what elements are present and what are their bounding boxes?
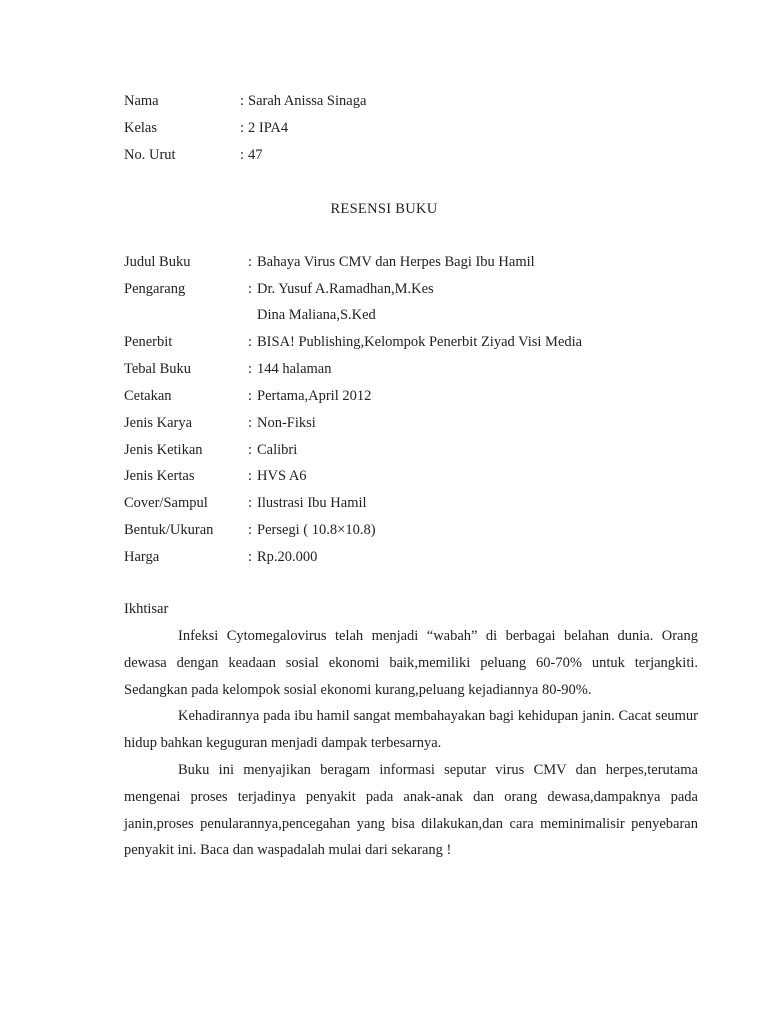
field-label: Judul Buku [124,254,191,270]
summary-paragraph: Kehadirannya pada ibu hamil sangat membahayakan bagi kehidupan janin. Cacat seumur hidup bahkan keguguran menjadi dampak terbesarnya. [124,708,698,751]
field-separator: : [248,468,253,484]
field-label: Tebal Buku [124,361,192,377]
field-separator: : [248,388,253,404]
field-separator: : [248,254,253,270]
typeface-value: Calibri [257,442,298,458]
co-author-value: Dina Maliana,S.Ked [257,307,376,323]
field-label: Jenis Ketikan [124,442,203,458]
publisher-value: BISA! Publishing,Kelompok Penerbit Ziyad Visi Media [257,334,583,350]
field-label: Pengarang [124,281,186,297]
field-separator: : [248,549,253,565]
student-number-value: 47 [248,147,263,163]
work-type-value: Non-Fiksi [257,415,316,431]
paper-type-value: HVS A6 [257,468,307,484]
field-separator: : [248,361,253,377]
field-separator: : [240,93,245,109]
author-value: Dr. Yusuf A.Ramadhan,M.Kes [257,281,434,297]
field-label: Bentuk/Ukuran [124,522,214,538]
field-label: Cover/Sampul [124,495,208,511]
edition-value: Pertama,April 2012 [257,388,372,404]
student-name-value: Sarah Anissa Sinaga [248,93,367,109]
field-label: Cetakan [124,388,172,404]
field-separator: : [248,495,253,511]
field-label: Harga [124,549,160,565]
page-title: RESENSI BUKU [330,201,438,217]
cover-value: Ilustrasi Ibu Hamil [257,495,367,511]
field-label: Penerbit [124,334,173,350]
field-separator: : [248,334,253,350]
size-value: Persegi ( 10.8×10.8) [257,522,376,538]
field-separator: : [248,281,253,297]
field-separator: : [240,147,245,163]
book-title-value: Bahaya Virus CMV dan Herpes Bagi Ibu Hamil [257,254,535,270]
field-separator: : [248,442,253,458]
field-label: Kelas [124,120,158,136]
field-separator: : [248,522,253,538]
field-label: Jenis Kertas [124,468,195,484]
summary-paragraph: Infeksi Cytomegalovirus telah menjadi “wabah” di berbagai belahan dunia. Orang dewasa dengan keadaan sosial ekonomi baik,memiliki peluang 60-70% untuk terjangkiti. Sedangkan pada kelompok sosial ekonomi kurang,peluang kejadiannya 80-90%. [124,628,698,698]
field-label: Jenis Karya [124,415,193,431]
field-label: No. Urut [124,147,176,163]
page-count-value: 144 halaman [257,361,332,377]
student-class-value: 2 IPA4 [248,120,289,136]
price-value: Rp.20.000 [257,549,318,565]
field-label: Nama [124,93,159,109]
summary-paragraph: Buku ini menyajikan beragam informasi seputar virus CMV dan herpes,terutama mengenai proses terjadinya penyakit pada anak-anak dan orang dewasa,dampaknya pada janin,proses penularannya,pencegahan yang bisa dilakukan,dan cara meminimalisir penyebaran penyakit ini. Baca dan waspadalah mulai dari sekarang ! [124,762,698,859]
field-separator: : [240,120,245,136]
field-separator: : [248,415,253,431]
summary-heading: Ikhtisar [124,601,169,617]
